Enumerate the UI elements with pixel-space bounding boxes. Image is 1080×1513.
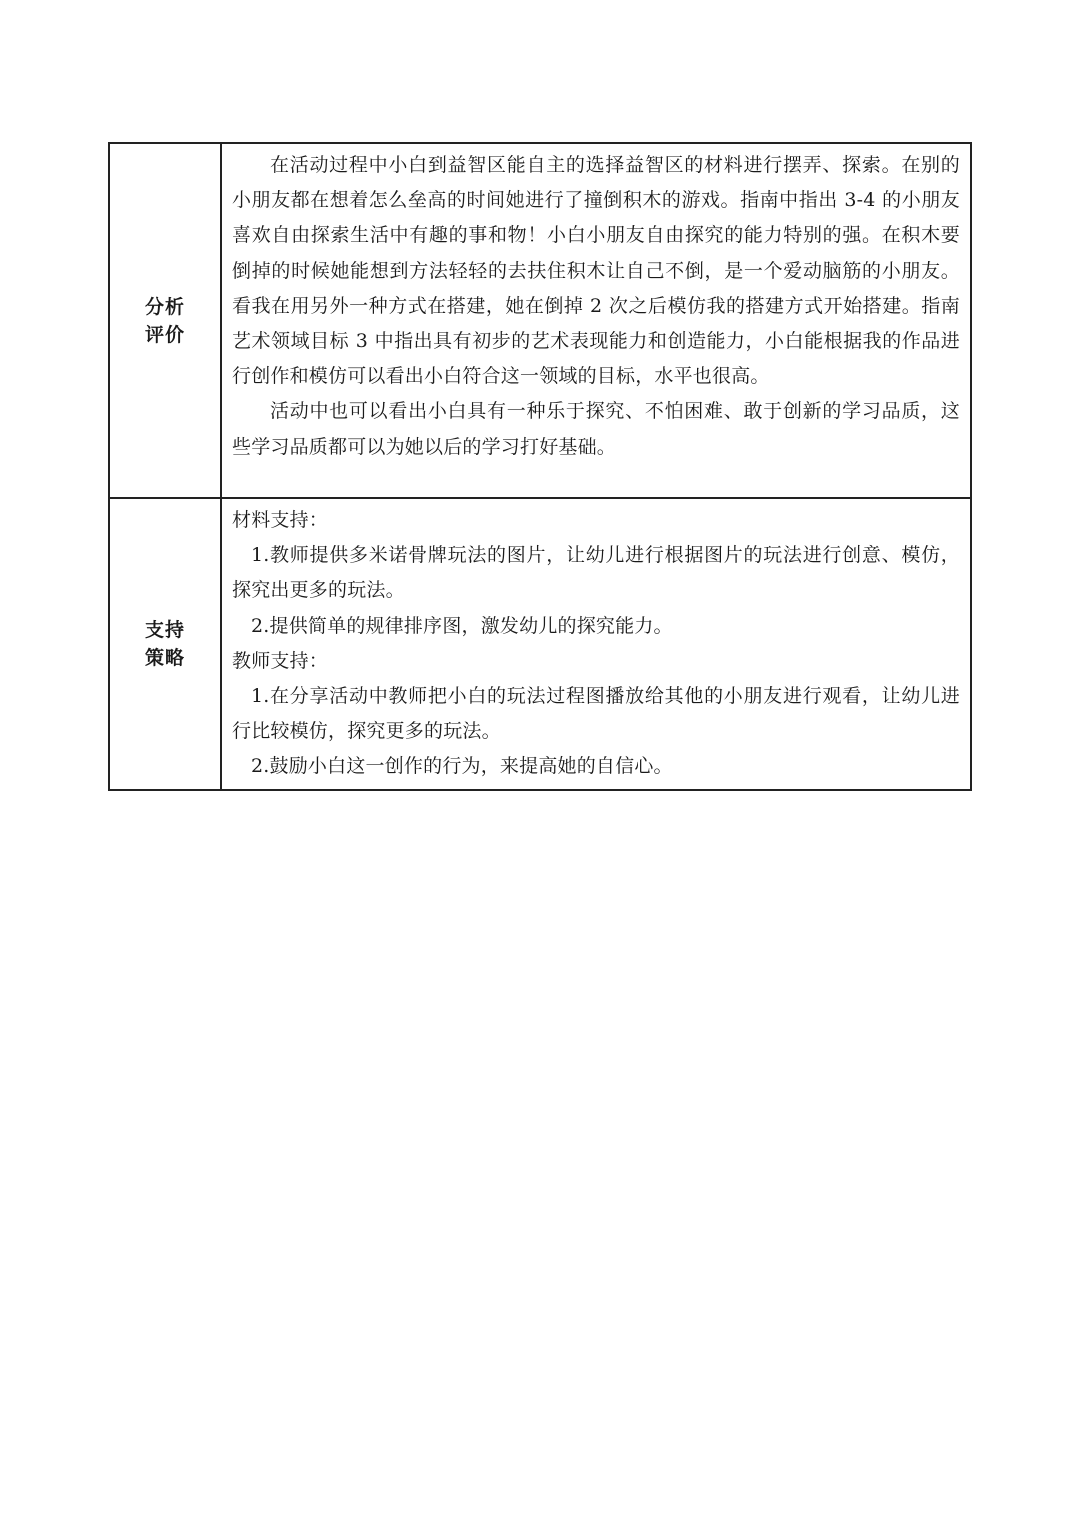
support-label — [110, 616, 220, 672]
support-row — [109, 498, 971, 790]
support-label-line2: 策略 — [144, 646, 185, 669]
material-support-heading: 材料支持： — [232, 509, 329, 531]
material-support-item-2: 2.提供简单的规律排序图，激发幼儿的探究能力。 — [251, 614, 673, 637]
analysis-label-cell — [109, 143, 221, 498]
analysis-row — [109, 143, 971, 498]
analysis-label — [110, 293, 220, 349]
support-label-cell — [109, 498, 221, 790]
analysis-label-line1: 分析 — [144, 295, 185, 318]
evaluation-table — [108, 142, 972, 791]
analysis-paragraph-2: 活动中也可以看出小白具有一种乐于探究、不怕困难、敢于创新的学习品质，这些学习品质都可以为她以后的学习打好基础。 — [232, 400, 960, 458]
teacher-support-item-2: 2.鼓励小白这一创作的行为，来提高她的自信心。 — [251, 755, 673, 778]
analysis-paragraph-1: 在活动过程中小白到益智区能自主的选择益智区的材料进行摆弄、探索。在别的小朋友都在想着怎么垒高的时间她进行了撞倒积木的游戏。指南中指出 3-4 的小朋友喜欢自由探索生活中有趣的事和物！小白小朋友自由探究的能力特别的强。在积木要倒掉的时候她能想到方法轻轻的去扶住积木让自己不倒，是一个爱动脑筋的小朋友。看我在用另外一种方式在搭建，她在倒掉 2 次之后模仿我的搭建方式开始搭建。指南艺术领域目标 3 中指出具有初步的艺术表现能力和创造能力，小白能根据我的作品进行创作和模仿可以看出小白符合这一领域的目标，水平也很高。 — [232, 154, 960, 388]
material-support-item-1: 1.教师提供多米诺骨牌玩法的图片，让幼儿进行根据图片的玩法进行创意、模仿，探究出更多的玩法。 — [232, 544, 960, 602]
analysis-label-line2: 评价 — [144, 323, 185, 346]
support-content-cell — [221, 498, 971, 790]
analysis-content-cell — [221, 143, 971, 498]
teacher-support-heading: 教师支持： — [232, 649, 329, 672]
teacher-support-item-1: 1.在分享活动中教师把小白的玩法过程图播放给其他的小朋友进行观看，让幼儿进行比较模仿，探究更多的玩法。 — [232, 685, 960, 743]
support-label-line1: 支持 — [144, 618, 185, 641]
